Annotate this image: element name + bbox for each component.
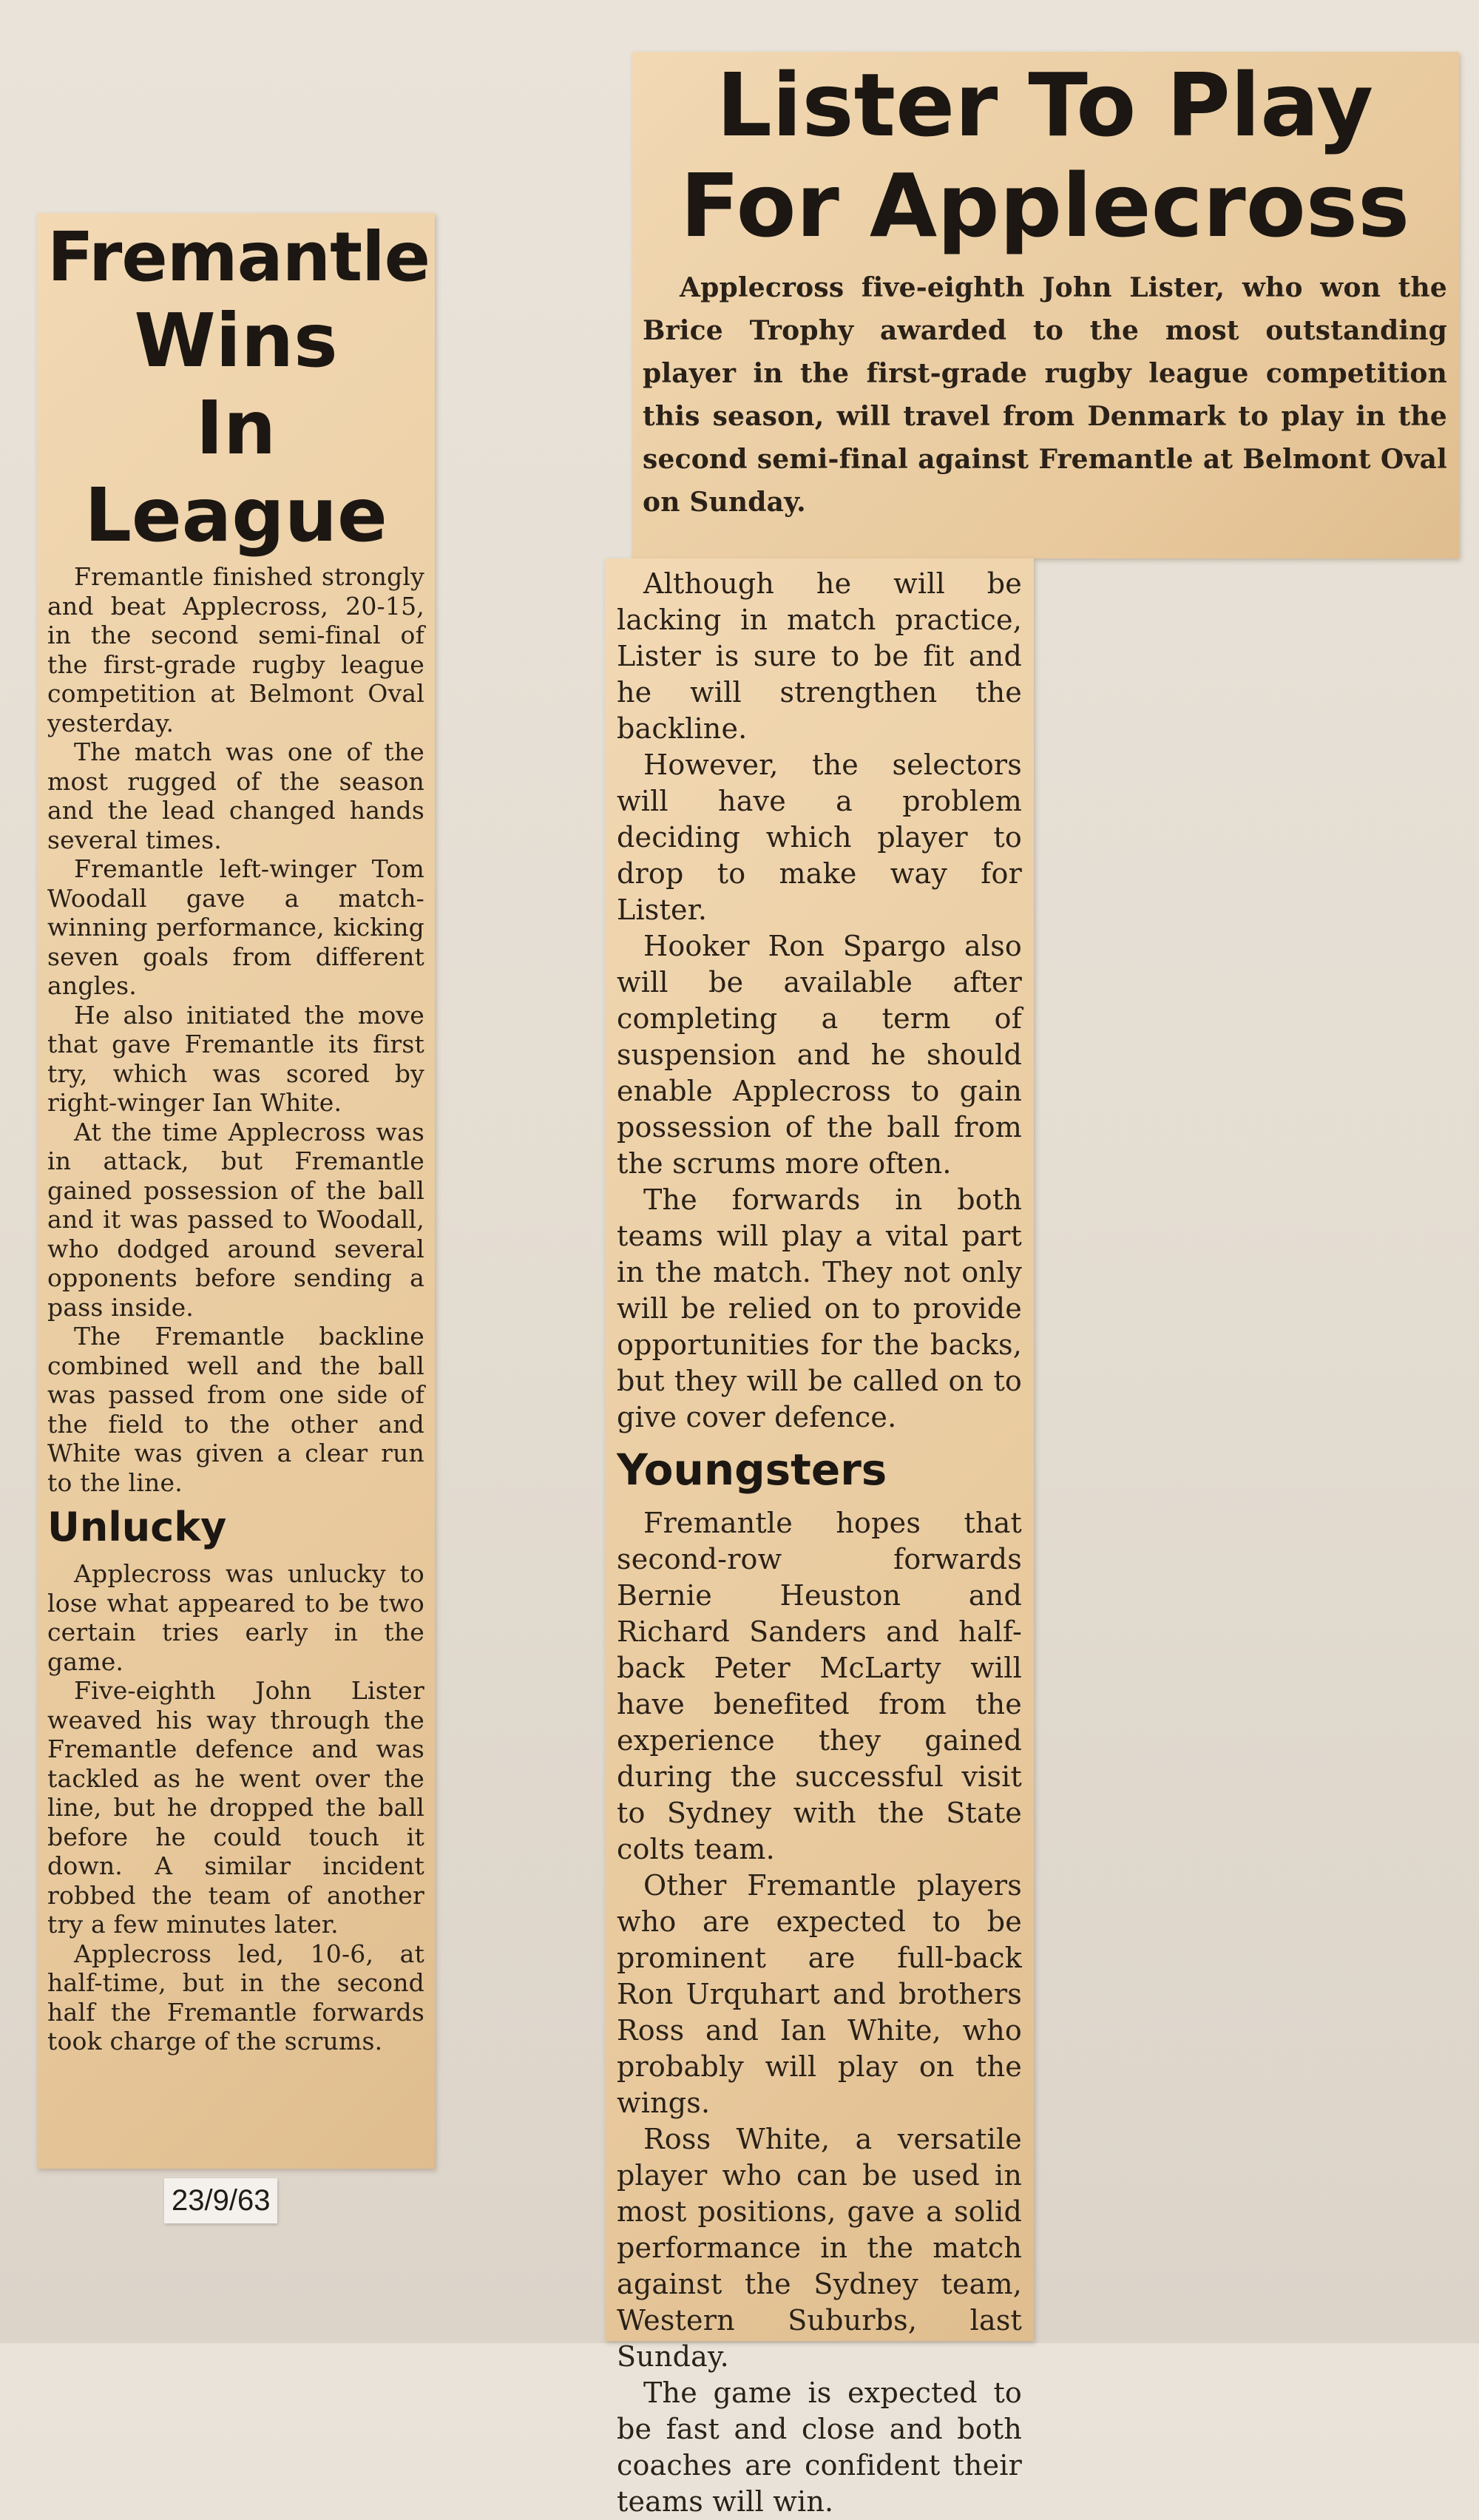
right-paragraph: Although he will be lacking in match practice, Lister is sure to be fit and he will strengthen the backline. — [617, 567, 1022, 745]
date-label: 23/9/63 — [164, 2178, 277, 2223]
right-paragraph: The game is expected to be fast and close and both coaches are confident their teams will win. — [617, 2377, 1022, 2518]
right-body — [617, 558, 1022, 2520]
left-paragraph: Five-eighth John Lister weaved his way through the Fremantle defence and was tackled as he went over the line, but he dropped the ball before he could touch it down. A similar incident robbed the team of another try a few minutes later. — [47, 1676, 424, 1939]
left-headline-line-1: Fremantle — [47, 217, 430, 297]
right-paragraph: Ross White, a versatile player who can be used in most positions, gave a solid performance in the match against the Sydney team, Western Suburbs, last Sunday. — [617, 2123, 1022, 2373]
left-body — [47, 562, 424, 2056]
right-paragraph: The forwards in both teams will play a vital part in the match. They not only will be relied on to provide opportunities for the backs, but they will be called on to give cover defence. — [617, 1183, 1022, 1433]
left-paragraph: Applecross led, 10-6, at half-time, but in the second half the Fremantle forwards took charge of the scrums. — [47, 1939, 424, 2055]
left-paragraph: Fremantle finished strongly and beat Applecross, 20-15, in the second semi-final of the first-grade rugby league competition at Belmont Oval yesterday. — [47, 562, 424, 737]
right-subheading: Youngsters — [617, 1445, 887, 1495]
right-lead-paragraph: Applecross five-eighth John Lister, who won the Brice Trophy awarded to the most outstanding player in the first-grade rugby league competition this season, will travel from Denmark to play in the second semi-final against Fremantle at Belmont Oval on Sunday. — [643, 272, 1447, 518]
left-paragraph: The Fremantle backline combined well and the ball was passed from one side of the field to the other and White was given a clear run to the line. — [47, 1322, 424, 1497]
right-clipping-column — [605, 558, 1034, 2518]
left-headline-line-2: Wins — [134, 297, 338, 384]
right-headline-line-2: For Applecross — [680, 155, 1410, 257]
right-headline — [643, 52, 1447, 256]
right-paragraph: Hooker Ron Spargo also will be available after completing a term of suspension and he should enable Applecross to gain possession of the ball from the scrums more often. — [617, 930, 1022, 1180]
right-headline-line-1: Lister To Play — [716, 54, 1374, 156]
left-paragraph: At the time Applecross was in attack, but Fremantle gained possession of the ball and it was passed to Woodall, who dodged around several opponents before sending a pass inside. — [47, 1117, 424, 1322]
left-clipping — [37, 213, 435, 2169]
left-paragraph: Applecross was unlucky to lose what appeared to be two certain tries early in the game. — [47, 1559, 424, 1676]
right-paragraph: Other Fremantle players who are expected to be prominent are full-back Ron Urquhart and brothers Ross and Ian White, who probably will play on the wings. — [617, 1869, 1022, 2119]
left-paragraph: The match was one of the most rugged of the season and the lead changed hands several times. — [47, 737, 424, 854]
right-paragraph: Fremantle hopes that second-row forwards Bernie Heuston and Richard Sanders and half-back Peter McLarty will have benefited from the experience they gained during the successful visit to Sydney with the State colts team. — [617, 1507, 1022, 1865]
left-subheading: Unlucky — [47, 1504, 227, 1550]
left-paragraph: Fremantle left-winger Tom Woodall gave a match-winning performance, kicking seven goals from different angles. — [47, 854, 424, 1000]
left-headline-line-3: In League — [84, 385, 387, 558]
left-headline — [47, 213, 430, 559]
right-paragraph: However, the selectors will have a problem deciding which player to drop to make way for Lister. — [617, 749, 1022, 926]
left-paragraph: He also initiated the move that gave Fremantle its first try, which was scored by right-winger Ian White. — [47, 1000, 424, 1117]
right-clipping-top — [632, 52, 1459, 558]
